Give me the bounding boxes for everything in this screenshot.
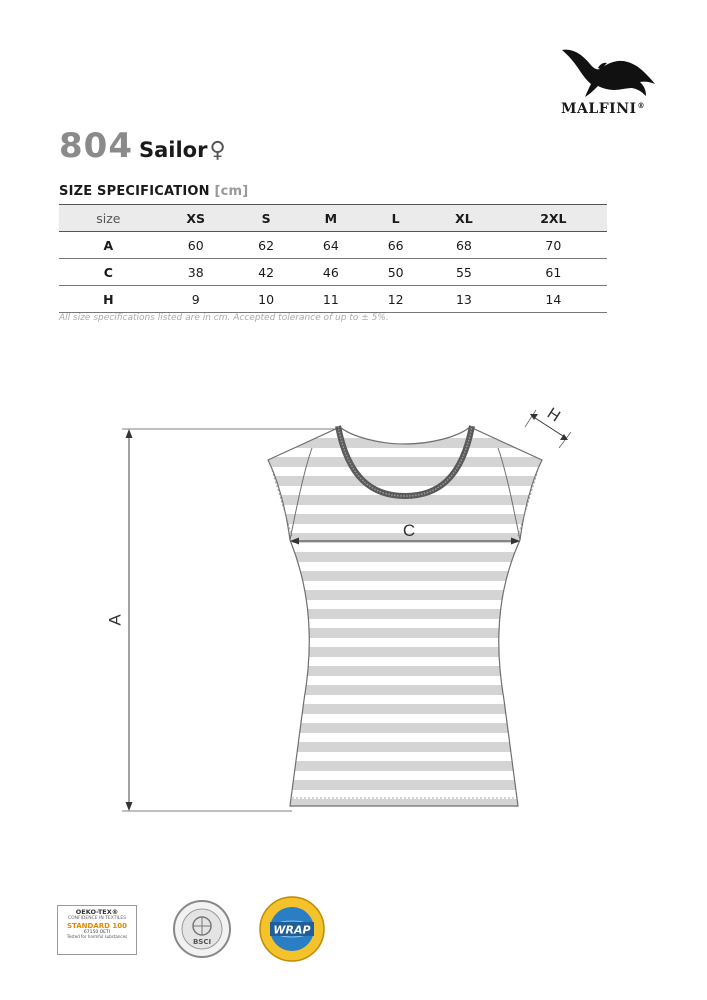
table-row <box>59 259 607 286</box>
header-cell: XL <box>428 205 500 232</box>
header-cell: size <box>59 205 158 232</box>
label-c: C <box>402 521 416 540</box>
shirt-stripe <box>260 799 550 809</box>
product-code: 804 <box>59 126 133 166</box>
malfini-bird-logo-icon <box>560 44 656 98</box>
row-label: H <box>59 286 158 313</box>
svg-text:BSCI: BSCI <box>192 938 212 946</box>
label-h: H <box>543 404 563 426</box>
shirt-stripe <box>260 723 550 733</box>
header-cell: 2XL <box>500 205 607 232</box>
tshirt-diagram <box>0 390 707 830</box>
shirt-stripe <box>260 685 550 695</box>
table-cell: 12 <box>363 286 428 313</box>
table-row <box>59 232 607 259</box>
table-cell: 61 <box>500 259 607 286</box>
shirt-stripe <box>260 666 550 676</box>
size-table <box>59 204 607 313</box>
bsci-seal-icon <box>172 899 232 959</box>
table-cell: 68 <box>428 232 500 259</box>
header-cell: L <box>363 205 428 232</box>
shirt-stripe <box>260 628 550 638</box>
table-cell: 9 <box>158 286 234 313</box>
brand-name: MALFINI® <box>561 101 646 117</box>
table-cell: 70 <box>500 232 607 259</box>
header-cell: M <box>298 205 363 232</box>
tolerance-note: All size specifications listed are in cm. Accepted tolerance of up to ± 5%. <box>59 313 389 323</box>
table-row <box>59 286 607 313</box>
shirt-stripe <box>260 761 550 771</box>
table-cell: 13 <box>428 286 500 313</box>
svg-text:WRAP: WRAP <box>273 923 311 937</box>
size-spec-heading: SIZE SPECIFICATION [cm] <box>59 184 249 199</box>
row-label: C <box>59 259 158 286</box>
table-cell: 14 <box>500 286 607 313</box>
header-cell: XS <box>158 205 234 232</box>
wrap-certification-icon <box>258 895 326 963</box>
table-cell: 50 <box>363 259 428 286</box>
shirt-stripe <box>260 438 550 448</box>
shirt-stripe <box>260 552 550 562</box>
shirt-stripe <box>260 780 550 790</box>
row-label: A <box>59 232 158 259</box>
female-symbol-icon: ♀ <box>209 138 226 163</box>
table-cell: 10 <box>234 286 299 313</box>
shirt-stripe <box>260 590 550 600</box>
table-cell: 62 <box>234 232 299 259</box>
table-cell: 11 <box>298 286 363 313</box>
shirt-stripe <box>260 609 550 619</box>
table-cell: 55 <box>428 259 500 286</box>
measure-a <box>122 429 340 811</box>
table-cell: 60 <box>158 232 234 259</box>
size-spec-unit: [cm] <box>214 184 249 199</box>
table-cell: 66 <box>363 232 428 259</box>
shirt-stripe <box>260 457 550 467</box>
header-cell: S <box>234 205 299 232</box>
shirt-stripe <box>260 647 550 657</box>
table-cell: 64 <box>298 232 363 259</box>
table-header-row <box>59 205 607 232</box>
shirt-stripe <box>260 742 550 752</box>
oeko-tex-badge: OEKO-TEX® CONFIDENCE IN TEXTILES STANDARD 100 67150 OETI Tested for harmful substances <box>57 905 137 955</box>
product-title <box>59 126 226 166</box>
table-cell: 38 <box>158 259 234 286</box>
table-cell: 46 <box>298 259 363 286</box>
product-name: Sailor <box>138 138 208 162</box>
label-a: A <box>105 614 125 626</box>
table-cell: 42 <box>234 259 299 286</box>
